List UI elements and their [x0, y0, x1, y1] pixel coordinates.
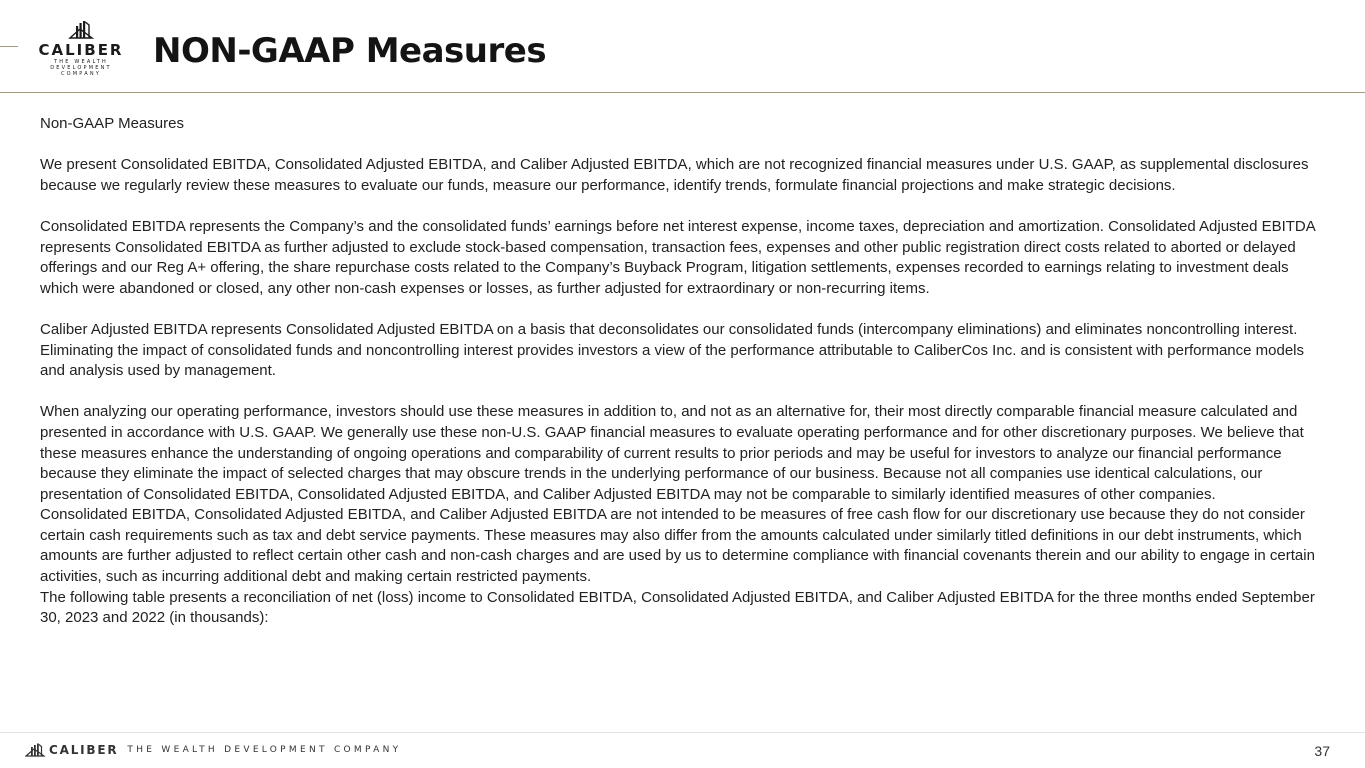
footer-tagline: THE WEALTH DEVELOPMENT COMPANY — [127, 745, 402, 755]
body-text — [40, 114, 1330, 629]
logo-tagline-line1: THE WEALTH DEVELOPMENT — [50, 59, 112, 71]
footer-logo — [25, 742, 401, 758]
caliber-building-logo-icon — [25, 743, 45, 757]
paragraph-reconciliation-intro: The following table presents a reconciliation of net (loss) income to Consolidated EBITDA, Consolidated Adjusted EBITDA, and Caliber Adjusted EBITDA for the three months ended September 30, 2023 and 2022 (in thousands): — [40, 588, 1315, 627]
footer-wordmark: CALIBER — [49, 743, 119, 757]
section-heading: Non-GAAP Measures — [40, 115, 184, 132]
paragraph-limitations: Consolidated EBITDA, Consolidated Adjusted EBITDA, and Caliber Adjusted EBITDA are not intended to be measures of free cash flow for our discretionary use because they do not consider certain cash requirements such as tax and debt service payments. These measures may also differ from the amounts calculated under similarly titled definitions in our debt instruments, which amounts are further adjusted to reflect certain other cash and non-cash charges and are used by us to determine compliance with financial covenants therein and our ability to engage in certain activities, such as incurring additional debt and making certain restricted payments. — [40, 506, 1315, 586]
paragraph-operating-performance: When analyzing our operating performance, investors should use these measures in addition to, and not as an alternative for, their most directly comparable financial measure calculated and presented in accordance with U.S. GAAP. We generally use these non-U.S. GAAP financial measures to evaluate operating performance and for other discretionary purposes. We believe that these measures enhance the understanding of ongoing operations and comparability of current results to prior periods and may be useful for investors to analyze our financial performance because they eliminate the impact of selected charges that may obscure trends in the underlying performance of our business. Because not all companies use identical calculations, our presentation of Consolidated EBITDA, Consolidated Adjusted EBITDA, and Caliber Adjusted EBITDA may not be comparable to similarly identified measures of other companies. — [40, 403, 1304, 503]
page-number: 37 — [1314, 743, 1330, 759]
paragraph-purpose: We present Consolidated EBITDA, Consolidated Adjusted EBITDA, and Caliber Adjusted EBITDA, which are not recognized financial measures under U.S. GAAP, as supplemental disclosures because we regularly review these measures to evaluate our funds, measure our performance, identify trends, formulate financial projections and make strategic decisions. — [40, 156, 1309, 194]
slide-header — [0, 0, 1365, 93]
logo-tagline — [22, 59, 140, 77]
paragraph-caliber-adjusted-ebitda: Caliber Adjusted EBITDA represents Consolidated Adjusted EBITDA on a basis that deconsolidates our consolidated funds (intercompany eliminations) and eliminates noncontrolling interest. Eliminating the impact of consolidated funds and noncontrolling interest provides investors a view of the performance attributable to CaliberCos Inc. and is consistent with performance models and analysis used by management. — [40, 320, 1304, 380]
logo-tagline-line2: COMPANY — [60, 71, 102, 77]
caliber-building-logo-icon — [68, 20, 94, 40]
logo-wordmark: CALIBER — [38, 41, 124, 59]
page-title: NON-GAAP Measures — [153, 31, 547, 71]
footer-divider — [0, 732, 1365, 733]
caliber-logo — [22, 20, 140, 77]
header-accent-line — [0, 46, 18, 47]
paragraph-consolidated-ebitda: Consolidated EBITDA represents the Company’s and the consolidated funds’ earnings before net interest expense, income taxes, depreciation and amortization. Consolidated Adjusted EBITDA represents Consolidated EBITDA as further adjusted to exclude stock-based compensation, transaction fees, expenses and other public registration direct costs related to aborted or delayed offerings and our Reg A+ offering, the share repurchase costs related to the Company’s Buyback Program, litigation settlements, expenses recorded to earnings relating to investment deals which were abandoned or closed, any other non-cash expenses or losses, as further adjusted for extraordinary or non-recurring items. — [40, 217, 1315, 297]
header-divider — [0, 92, 1365, 93]
